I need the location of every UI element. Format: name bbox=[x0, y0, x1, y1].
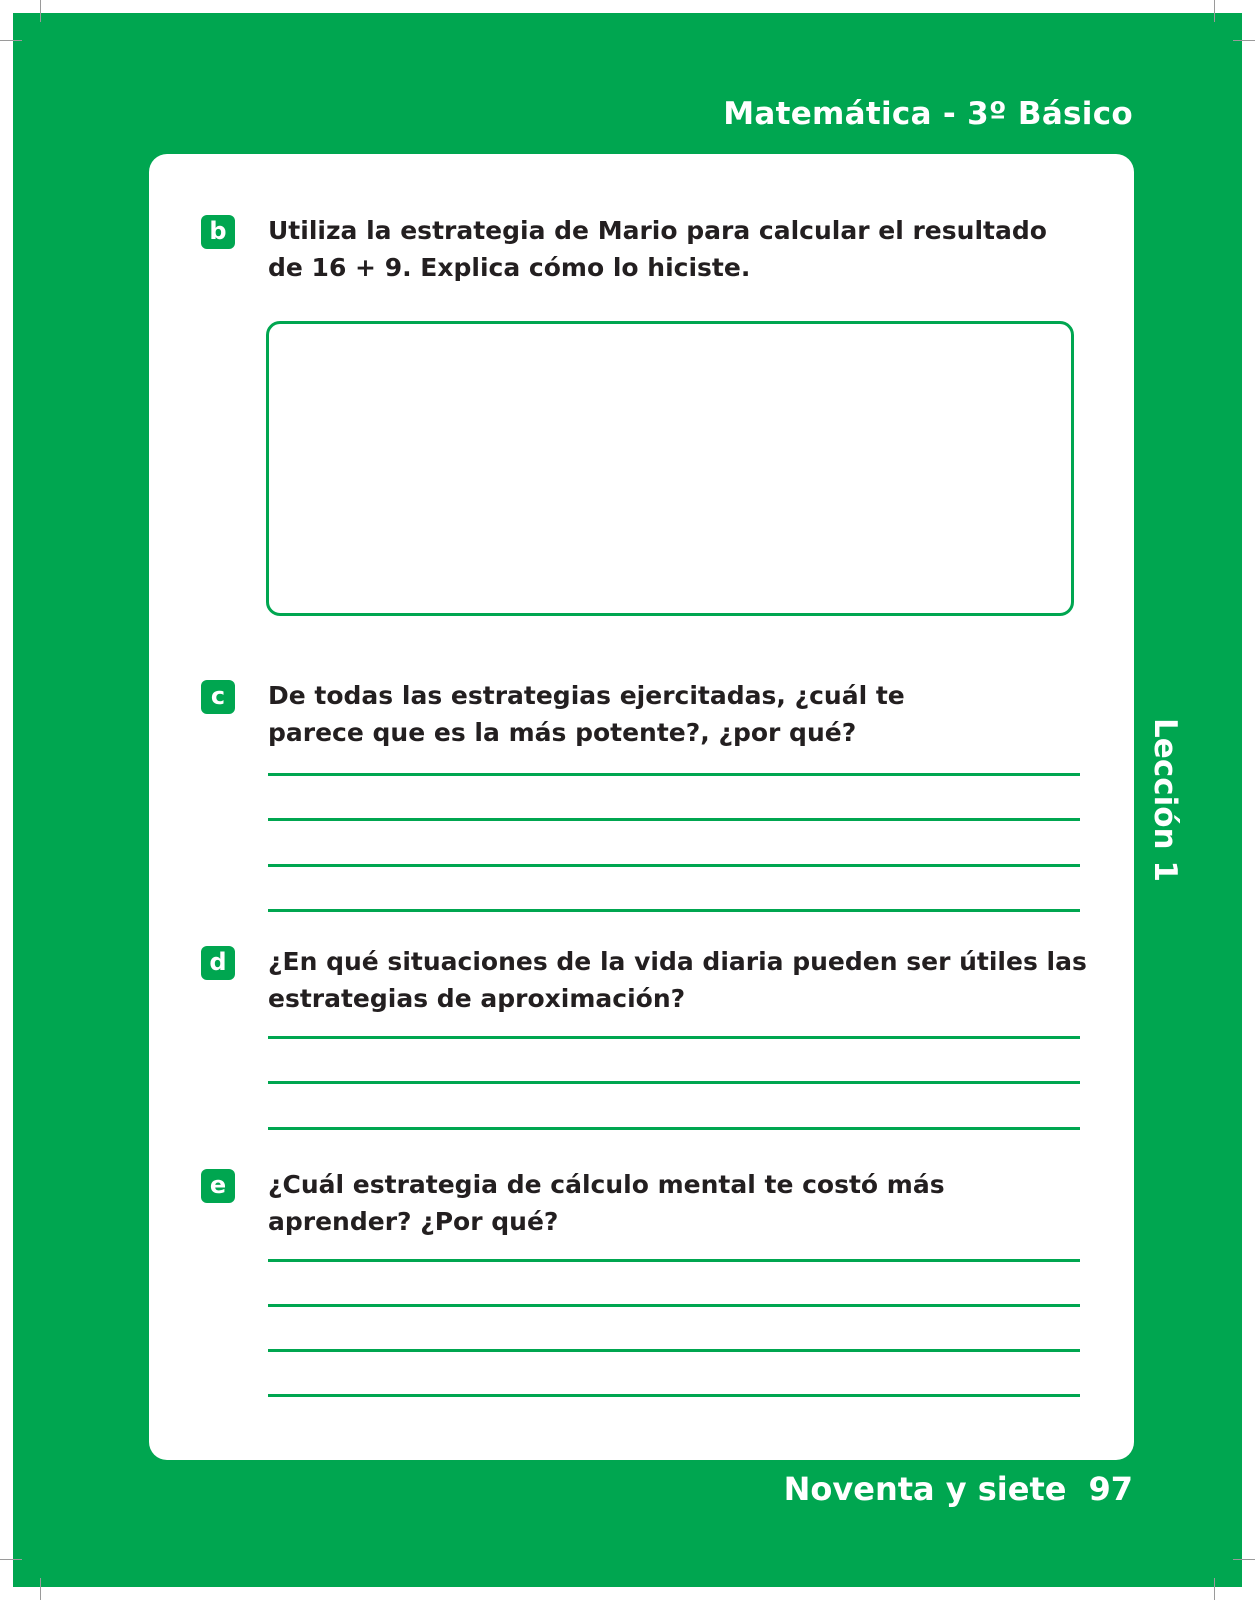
crop-mark bbox=[1214, 0, 1215, 22]
answer-line-c[interactable] bbox=[268, 773, 1080, 776]
page-footer bbox=[784, 1470, 1133, 1508]
question-c-text: De todas las estrategias ejercitadas, ¿cuál te parece que es la más potente?, ¿por qué? bbox=[268, 681, 905, 747]
lesson-side-label: Lección 1 bbox=[1147, 718, 1183, 882]
question-e-badge: e bbox=[201, 1169, 235, 1203]
answer-line-c[interactable] bbox=[268, 818, 1080, 821]
crop-mark bbox=[1214, 1578, 1215, 1600]
crop-mark bbox=[0, 40, 22, 41]
answer-line-e[interactable] bbox=[268, 1349, 1080, 1352]
question-d-badge: d bbox=[201, 946, 235, 980]
crop-mark bbox=[40, 1578, 41, 1600]
page-number: 97 bbox=[1088, 1470, 1133, 1508]
answer-box-b[interactable] bbox=[266, 321, 1074, 616]
question-c-badge: c bbox=[201, 680, 235, 714]
answer-line-d[interactable] bbox=[268, 1127, 1080, 1130]
question-b-badge: b bbox=[201, 215, 235, 249]
crop-mark bbox=[1233, 1559, 1255, 1560]
answer-line-e[interactable] bbox=[268, 1304, 1080, 1307]
crop-mark bbox=[1233, 40, 1255, 41]
page-number-words: Noventa y siete bbox=[783, 1470, 1067, 1508]
crop-mark bbox=[40, 0, 41, 22]
answer-line-c[interactable] bbox=[268, 909, 1080, 912]
answer-line-c[interactable] bbox=[268, 864, 1080, 867]
page-header-title: Matemática - 3º Básico bbox=[723, 96, 1133, 132]
question-d-text: ¿En qué situaciones de la vida diaria pueden ser útiles las estrategias de aproximación? bbox=[268, 947, 1087, 1013]
question-b-text: Utiliza la estrategia de Mario para calcular el resultado de 16 + 9. Explica cómo lo hiciste. bbox=[268, 216, 1047, 282]
crop-mark bbox=[0, 1559, 22, 1560]
answer-line-d[interactable] bbox=[268, 1036, 1080, 1039]
answer-line-d[interactable] bbox=[268, 1081, 1080, 1084]
answer-line-e[interactable] bbox=[268, 1394, 1080, 1397]
answer-line-e[interactable] bbox=[268, 1259, 1080, 1262]
question-e-text: ¿Cuál estrategia de cálculo mental te costó más aprender? ¿Por qué? bbox=[268, 1170, 945, 1236]
